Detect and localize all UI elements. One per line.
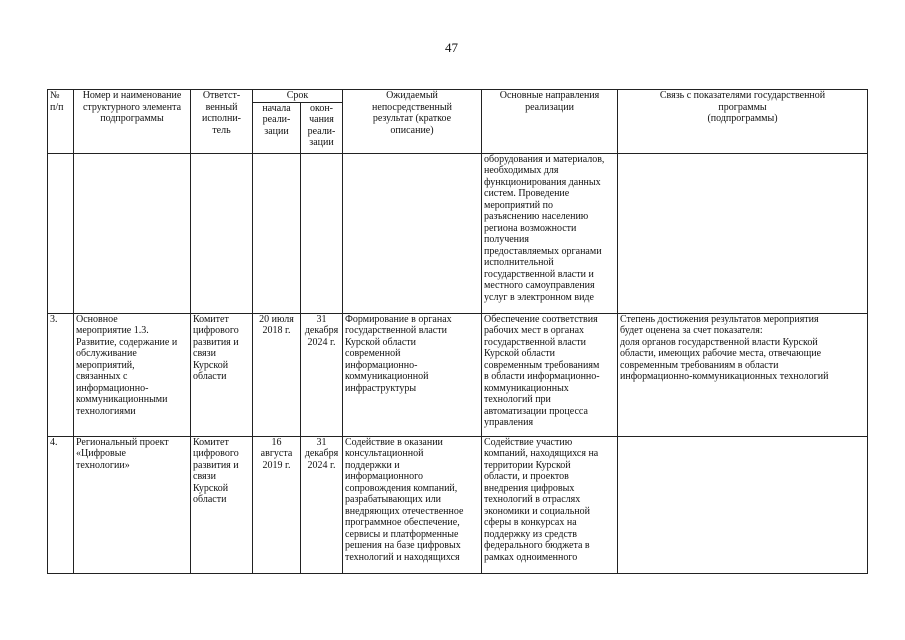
row-result-cell: Формирование в органах государственной власти Курской области современной информационно- коммуникационной инфраструктуры: [343, 313, 482, 436]
col-header-directions: Основные направления реализации: [482, 90, 618, 154]
col-header-link: Связь с показателями государственной программы (подпрограммы): [618, 90, 868, 154]
row-start-cell: 20 июля 2018 г.: [253, 313, 301, 436]
row-number-cell: 4.: [48, 436, 74, 573]
row-responsible-cell: Комитет цифрового развития и связи Курской области: [191, 436, 253, 573]
program-table: [47, 89, 868, 574]
row-end-cell: 31 декабря 2024 г.: [301, 313, 343, 436]
col-header-start: начала реали- зации: [253, 102, 301, 153]
row-name-cell: Региональный проект «Цифровые технологии»: [74, 436, 191, 573]
col-header-end: окон- чания реали- зации: [301, 102, 343, 153]
row-link-cell: [618, 153, 868, 313]
table-row: [48, 436, 868, 573]
row-responsible-cell: Комитет цифрового развития и связи Курской области: [191, 313, 253, 436]
row-end-cell: 31 декабря 2024 г.: [301, 436, 343, 573]
row-link-cell: Степень достижения результатов мероприятия будет оценена за счет показателя: доля органов государственной власти Курской области, имеющих рабочие места, отвечающие современным требованиям в области информационно-коммуникационных технологий: [618, 313, 868, 436]
row-number-cell: 3.: [48, 313, 74, 436]
col-header-name: Номер и наименование структурного элемента подпрограммы: [74, 90, 191, 154]
row-name-cell: [74, 153, 191, 313]
row-directions-cell: Обеспечение соответствия рабочих мест в органах государственной власти Курской области современным требованиям в области информационно- коммуникационных технологий при автоматизации процесса управления: [482, 313, 618, 436]
page-number: 47: [445, 40, 458, 55]
row-number-cell: [48, 153, 74, 313]
row-directions-cell: оборудования и материалов, необходимых для функционирования данных систем. Проведение мероприятий по разъяснению населению региона возможности получения предоставляемых органами исполнительной государственной власти и местного самоуправления услуг в электронном виде: [482, 153, 618, 313]
table-row: [48, 313, 868, 436]
row-responsible-cell: [191, 153, 253, 313]
col-header-number: № п/п: [48, 90, 74, 154]
table-row: [48, 153, 868, 313]
row-name-cell: Основное мероприятие 1.3. Развитие, содержание и обслуживание мероприятий, связанных с информационно- коммуникационными технологиями: [74, 313, 191, 436]
row-result-cell: [343, 153, 482, 313]
col-header-responsible: Ответст- венный исполни- тель: [191, 90, 253, 154]
row-start-cell: [253, 153, 301, 313]
col-header-result: Ожидаемый непосредственный результат (краткое описание): [343, 90, 482, 154]
row-directions-cell: Содействие участию компаний, находящихся на территории Курской области, и проектов внедрения цифровых технологий в отраслях экономики и социальной сферы в конкурсах на поддержку из средств федерального бюджета в рамках одноименного: [482, 436, 618, 573]
col-header-term: Срок: [253, 90, 343, 103]
row-result-cell: Содействие в оказании консультационной поддержки и информационного сопровождения компаний, разрабатывающих или внедряющих отечественное программное обеспечение, сервисы и платформенные решения на базе цифровых технологий и находящихся: [343, 436, 482, 573]
row-end-cell: [301, 153, 343, 313]
row-start-cell: 16 августа 2019 г.: [253, 436, 301, 573]
row-link-cell: [618, 436, 868, 573]
